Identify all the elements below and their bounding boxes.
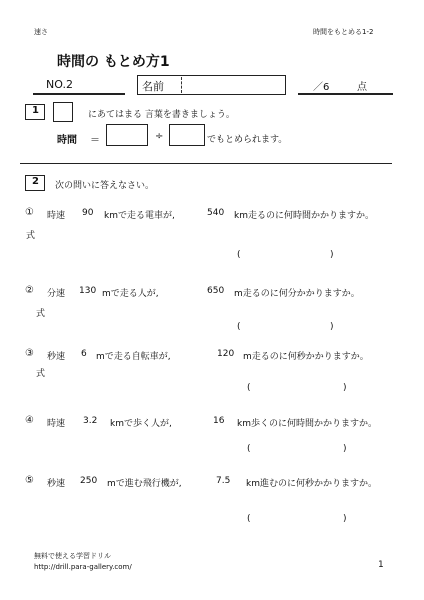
- q2-number: 2: [32, 176, 39, 187]
- problem-3-formula-label: 式: [36, 369, 46, 379]
- score-unit: 点: [357, 82, 367, 93]
- problem-2-kind: 分速: [47, 289, 66, 299]
- problem-3-marker: ③: [25, 348, 34, 359]
- problem-3-answer-close: ): [343, 383, 347, 393]
- score-total: ／6: [313, 82, 330, 93]
- name-label: 名前: [142, 80, 164, 93]
- problem-3-text-1: mで走る自転車が,: [96, 352, 171, 362]
- problem-1-marker: ①: [25, 207, 34, 218]
- problem-4-value-1: 3.2: [83, 416, 98, 426]
- q1-blank-2[interactable]: [169, 124, 205, 146]
- q1-suffix: でもとめられます。: [207, 135, 288, 145]
- problem-2-text-2: m走るのに何分かかりますか。: [234, 289, 360, 299]
- problem-2-value-2: 650: [207, 286, 225, 296]
- problem-1-value-1: 90: [82, 208, 94, 218]
- q2-instruction: 次の問いに答えなさい。: [55, 181, 155, 191]
- problem-1-value-2: 540: [207, 208, 225, 218]
- q1-sample-blank: [53, 102, 73, 122]
- problem-4-kind: 時速: [47, 419, 66, 429]
- problem-1-answer-close: ): [330, 250, 334, 260]
- problem-1-text-2: km走るのに何時間かかりますか。: [234, 211, 374, 221]
- problem-5-marker: ⑤: [25, 475, 34, 486]
- problem-4-value-2: 16: [213, 416, 225, 426]
- problem-3-kind: 秒速: [47, 352, 66, 362]
- problem-2-text-1: mで走る人が,: [102, 289, 159, 299]
- page-number: 1: [378, 560, 384, 570]
- problem-2-answer-close: ): [330, 322, 334, 332]
- footer-site-name: 無料で使える学習ドリル: [34, 552, 111, 560]
- problem-2-formula-label: 式: [36, 309, 46, 319]
- problem-3-text-2: m走るのに何秒かかりますか。: [243, 352, 369, 362]
- q1-instruction: にあてはまる 言葉を書きましょう。: [88, 110, 235, 120]
- problem-2-value-1: 130: [79, 286, 97, 296]
- section-divider: [20, 163, 392, 164]
- problem-5-value-1: 250: [80, 476, 98, 486]
- problem-1-answer-open: (: [237, 250, 241, 260]
- q1-divide-sign: ÷: [155, 131, 164, 142]
- problem-1-formula-label: 式: [26, 231, 36, 241]
- problem-2-marker: ②: [25, 285, 34, 296]
- problem-3-value-2: 120: [217, 349, 235, 359]
- problem-5-kind: 秒速: [47, 479, 66, 489]
- subject-label: 速さ: [34, 28, 48, 36]
- problem-2-answer-open: (: [237, 322, 241, 332]
- number-underline: [33, 93, 125, 95]
- q1-formula-label: 時間: [57, 135, 77, 146]
- score-underline: [298, 93, 393, 95]
- problem-4-text-2: km歩くのに何時間かかりますか。: [237, 419, 377, 429]
- page-id-label: 時間をもとめる1-2: [313, 28, 374, 36]
- name-divider: [181, 77, 182, 93]
- problem-5-answer-open: (: [247, 514, 251, 524]
- problem-5-value-2: 7.5: [216, 476, 231, 486]
- problem-1-kind: 時速: [47, 211, 66, 221]
- q1-equals-sign: ＝: [90, 135, 100, 146]
- problem-3-answer-open: (: [247, 383, 251, 393]
- worksheet-number: NO.2: [46, 78, 73, 91]
- problem-5-text-1: mで進む飛行機が,: [107, 479, 182, 489]
- problem-4-answer-close: ): [343, 444, 347, 454]
- problem-3-value-1: 6: [81, 349, 87, 359]
- q1-number: 1: [32, 105, 39, 116]
- problem-4-answer-open: (: [247, 444, 251, 454]
- problem-4-marker: ④: [25, 415, 34, 426]
- problem-4-text-1: kmで歩く人が,: [110, 419, 172, 429]
- q1-blank-1[interactable]: [106, 124, 148, 146]
- problem-5-answer-close: ): [343, 514, 347, 524]
- problem-1-text-1: kmで走る電車が,: [104, 211, 175, 221]
- footer-url[interactable]: http://drill.para-gallery.com/: [34, 563, 132, 571]
- problem-5-text-2: km進むのに何秒かかりますか。: [246, 479, 377, 489]
- page-title: 時間の もとめ方1: [57, 54, 170, 70]
